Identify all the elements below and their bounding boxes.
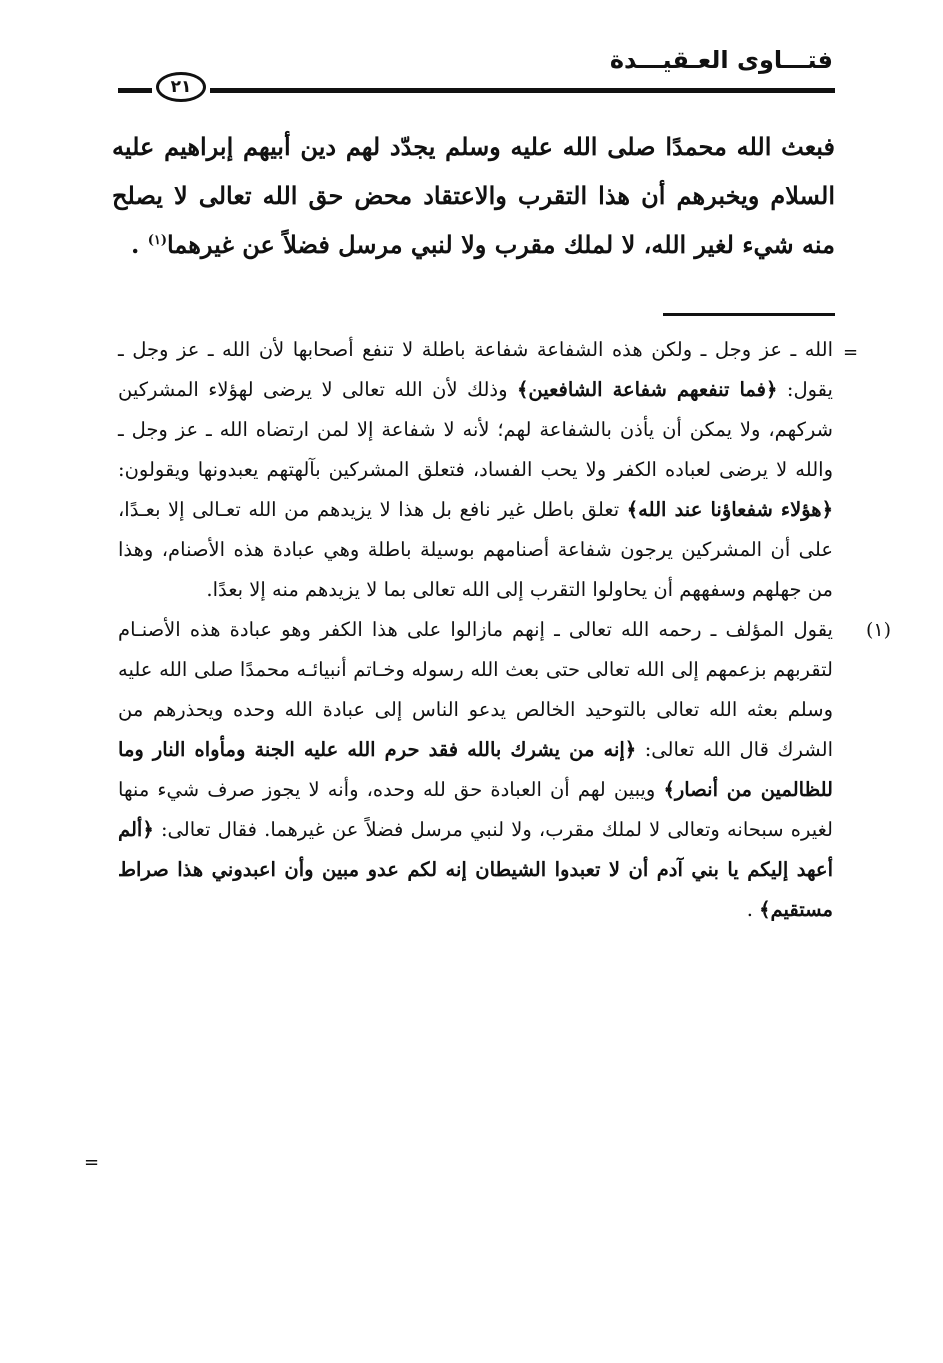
footnote-text: وذلك لأن الله تعالى لا يرضى لهؤلاء المشركين شركهم، ولا يمكن أن يأذن بالشفاعة لهم؛ لأنه لا شفاعة إلا لمن ارتضاه الله ـ عز وجل ـ والله لا يرضى لعباده الكفر ولا يحب الفساد، فتعلق المشركين بآلهتهم يعبدونها ويقولون: [118,378,833,481]
footnote-text: تعلق باطل غير نافع بل هذا لا يزيدهم من الله تعـالى إلا بعـدًا، على أن المشركين يرجون شفاعة أصنامهم بوسيلة باطلة وهي عبادة هذه الأصنام، وهذا من جهلهم وسفههم أن يحاولوا التقرب إلى الله تعالى بما لا يزيدهم منه إلا بعدًا. [118,498,833,601]
quran-quote: ﴿إنه من يشرك بالله فقد حرم الله عليه الجنة ومأواه النار وما للظالمين من أنصار﴾ [118,738,833,801]
main-text-end: . [131,230,148,259]
footnote-text: يقول المؤلف ـ رحمه الله تعالى ـ إنهم مازالوا على هذا الكفر وهو عبادة هذه الأصنـام لتقربهم بزعمهم إلى الله تعالى حتى بعث الله رسوله وخـاتم أنبيائـه محمدًا صلى الله عليه وسلم بعثه الله تعالى بالتوحيد الخالص يدعو الناس إلى عبادة الله وحده ويحذرهم من الشرك قال الله تعالى: [118,618,833,761]
quran-quote: ﴿فما تنفعهم شفاعة الشافعين﴾ [516,378,778,401]
footnote-text: الله ـ عز وجل ـ ولكن هذه الشفاعة شفاعة باطلة لا تنفع أصحابها لأن الله ـ عز وجل ـ يقول: [118,338,833,401]
page-number: ٢١ [156,72,206,102]
footnotes [118,330,891,930]
footnote-continuation [118,330,833,610]
continues-mark: = [84,1152,100,1173]
footnote-separator [663,313,835,316]
running-title: فتـــاوى العـقيـــدة [609,46,833,74]
quran-quote: ﴿ألم أعهد إليكم يا بني آدم أن لا تعبدوا الشيطان إنه لكم عدو مبين وأن اعبدوني هذا صراط مستقيم﴾ [118,818,833,921]
continuation-mark: = [843,342,859,363]
footnote-reference: (١) [147,233,168,248]
footnote-text: ويبين لهم أن العبادة حق لله وحده، وأنه لا يجوز صرف شيء منها لغيره سبحانه وتعالى لا لملك مقرب، ولا لنبي مرسل فضلاً عن غيرهما. فقال تعالى: [118,778,833,841]
main-paragraph [112,122,835,269]
footnote-1 [118,610,891,930]
header-rule [210,88,835,93]
main-text: فبعث الله محمدًا صلى الله عليه وسلم يجدّد لهم دين أبيهم إبراهيم عليه السلام ويخبرهم أن هذا التقرب والاعتقاد محض حق الله تعالى لا يصلح منه شيء لغير الله، لا لملك مقرب ولا لنبي مرسل فضلاً عن غيرهما [112,132,835,259]
footnote-text: . [746,898,760,921]
quran-quote: ﴿هؤلاء شفعاؤنا عند الله﴾ [626,498,833,521]
footnote-marker: (١) [865,619,891,641]
header-rule-end [118,88,152,93]
